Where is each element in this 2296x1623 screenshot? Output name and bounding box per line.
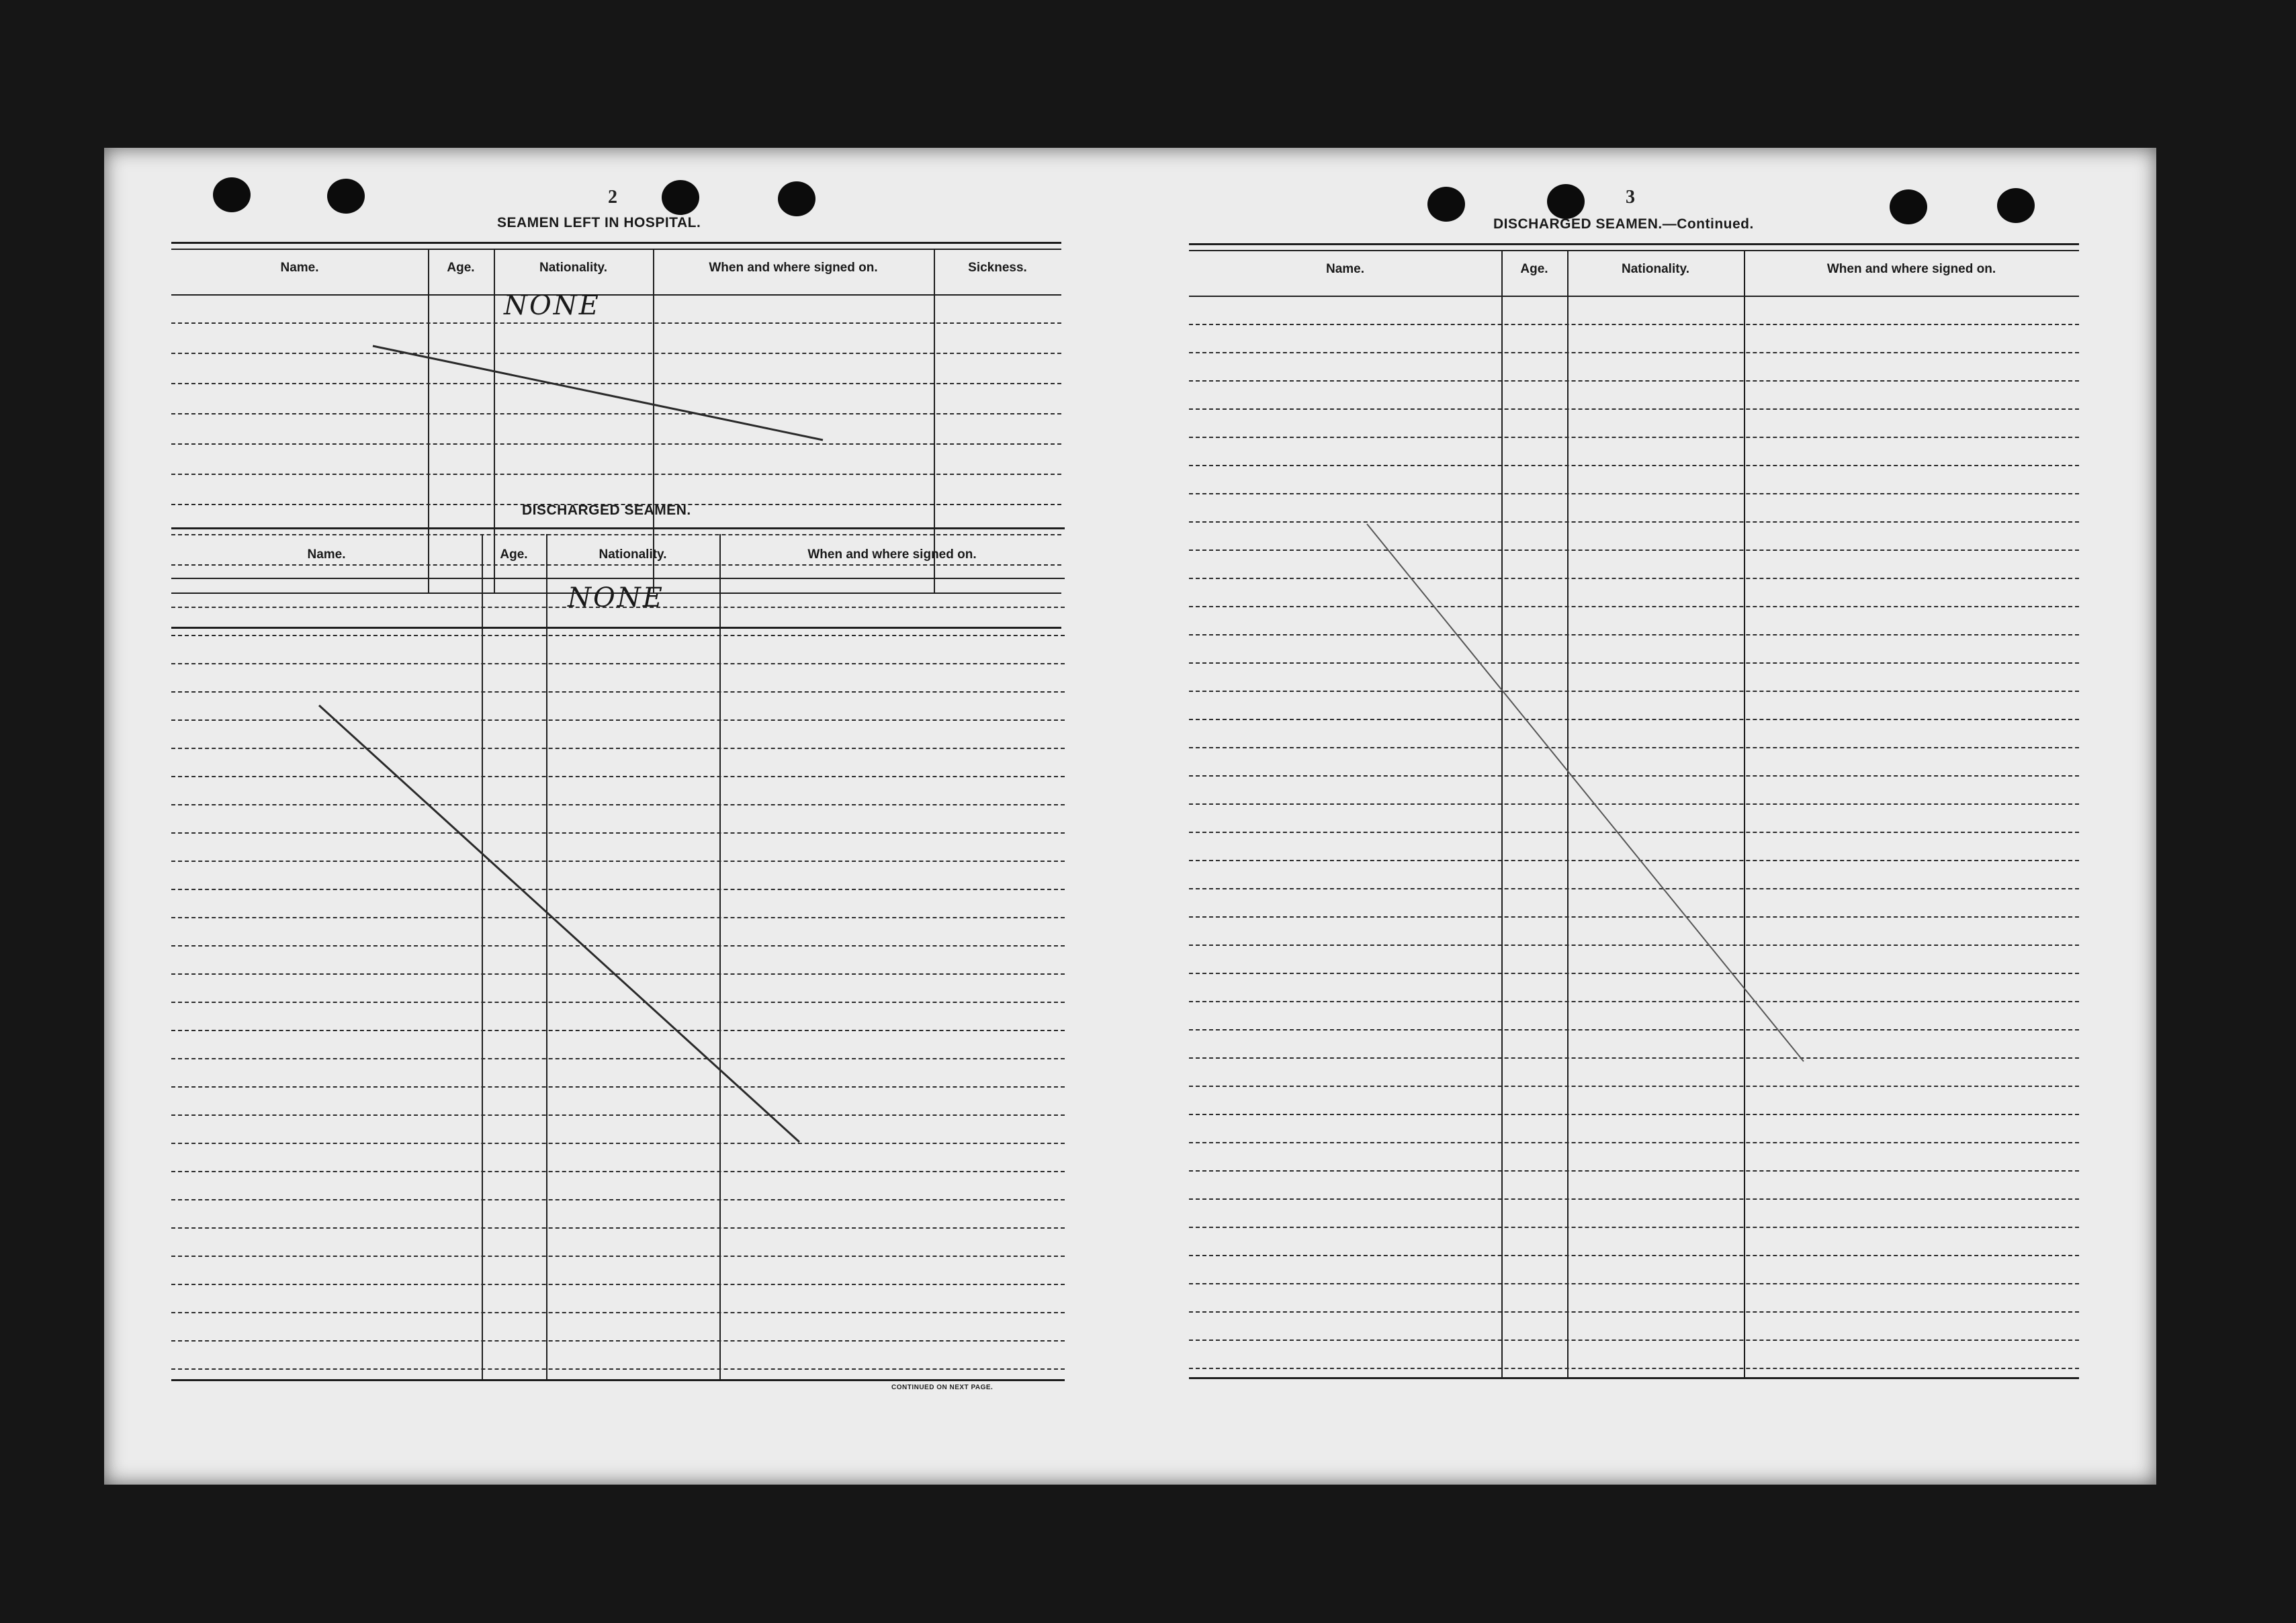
column-header-signed-on: When and where signed on. [1826, 262, 1996, 276]
column-header-name: Name. [307, 547, 346, 562]
column-header-name: Name. [280, 261, 319, 275]
hospital-section-title: SEAMEN LEFT IN HOSPITAL. [497, 215, 701, 230]
discharged-section-title: DISCHARGED SEAMEN. [522, 502, 691, 518]
column-header-sickness: Sickness. [968, 261, 1027, 275]
discharged-continued-title: DISCHARGED SEAMEN.—Continued. [1493, 216, 1754, 232]
column-header-age: Age. [447, 261, 475, 275]
hospital-cancel-stroke [373, 346, 823, 440]
column-header-nationality: Nationality. [599, 547, 667, 562]
column-header-age: Age. [1520, 262, 1548, 276]
discharged-entry-handwritten: NONE [568, 582, 664, 613]
hospital-entry-handwritten: NONE [504, 290, 601, 321]
column-header-age: Age. [500, 547, 528, 562]
continued-note: CONTINUED ON NEXT PAGE. [891, 1384, 994, 1391]
right-faint-stroke [1367, 524, 1804, 1061]
discharged-cancel-stroke [319, 705, 799, 1142]
document-sheet [104, 148, 2156, 1485]
page-number-left: 2 [608, 187, 617, 208]
page-number-right: 3 [1626, 187, 1635, 208]
column-header-name: Name. [1325, 262, 1365, 276]
cancellation-strokes [104, 148, 2156, 1485]
column-header-signed-on: When and where signed on. [709, 261, 878, 275]
column-header-signed-on: When and where signed on. [807, 547, 977, 562]
column-header-nationality: Nationality. [539, 261, 607, 275]
column-header-nationality: Nationality. [1622, 262, 1689, 276]
